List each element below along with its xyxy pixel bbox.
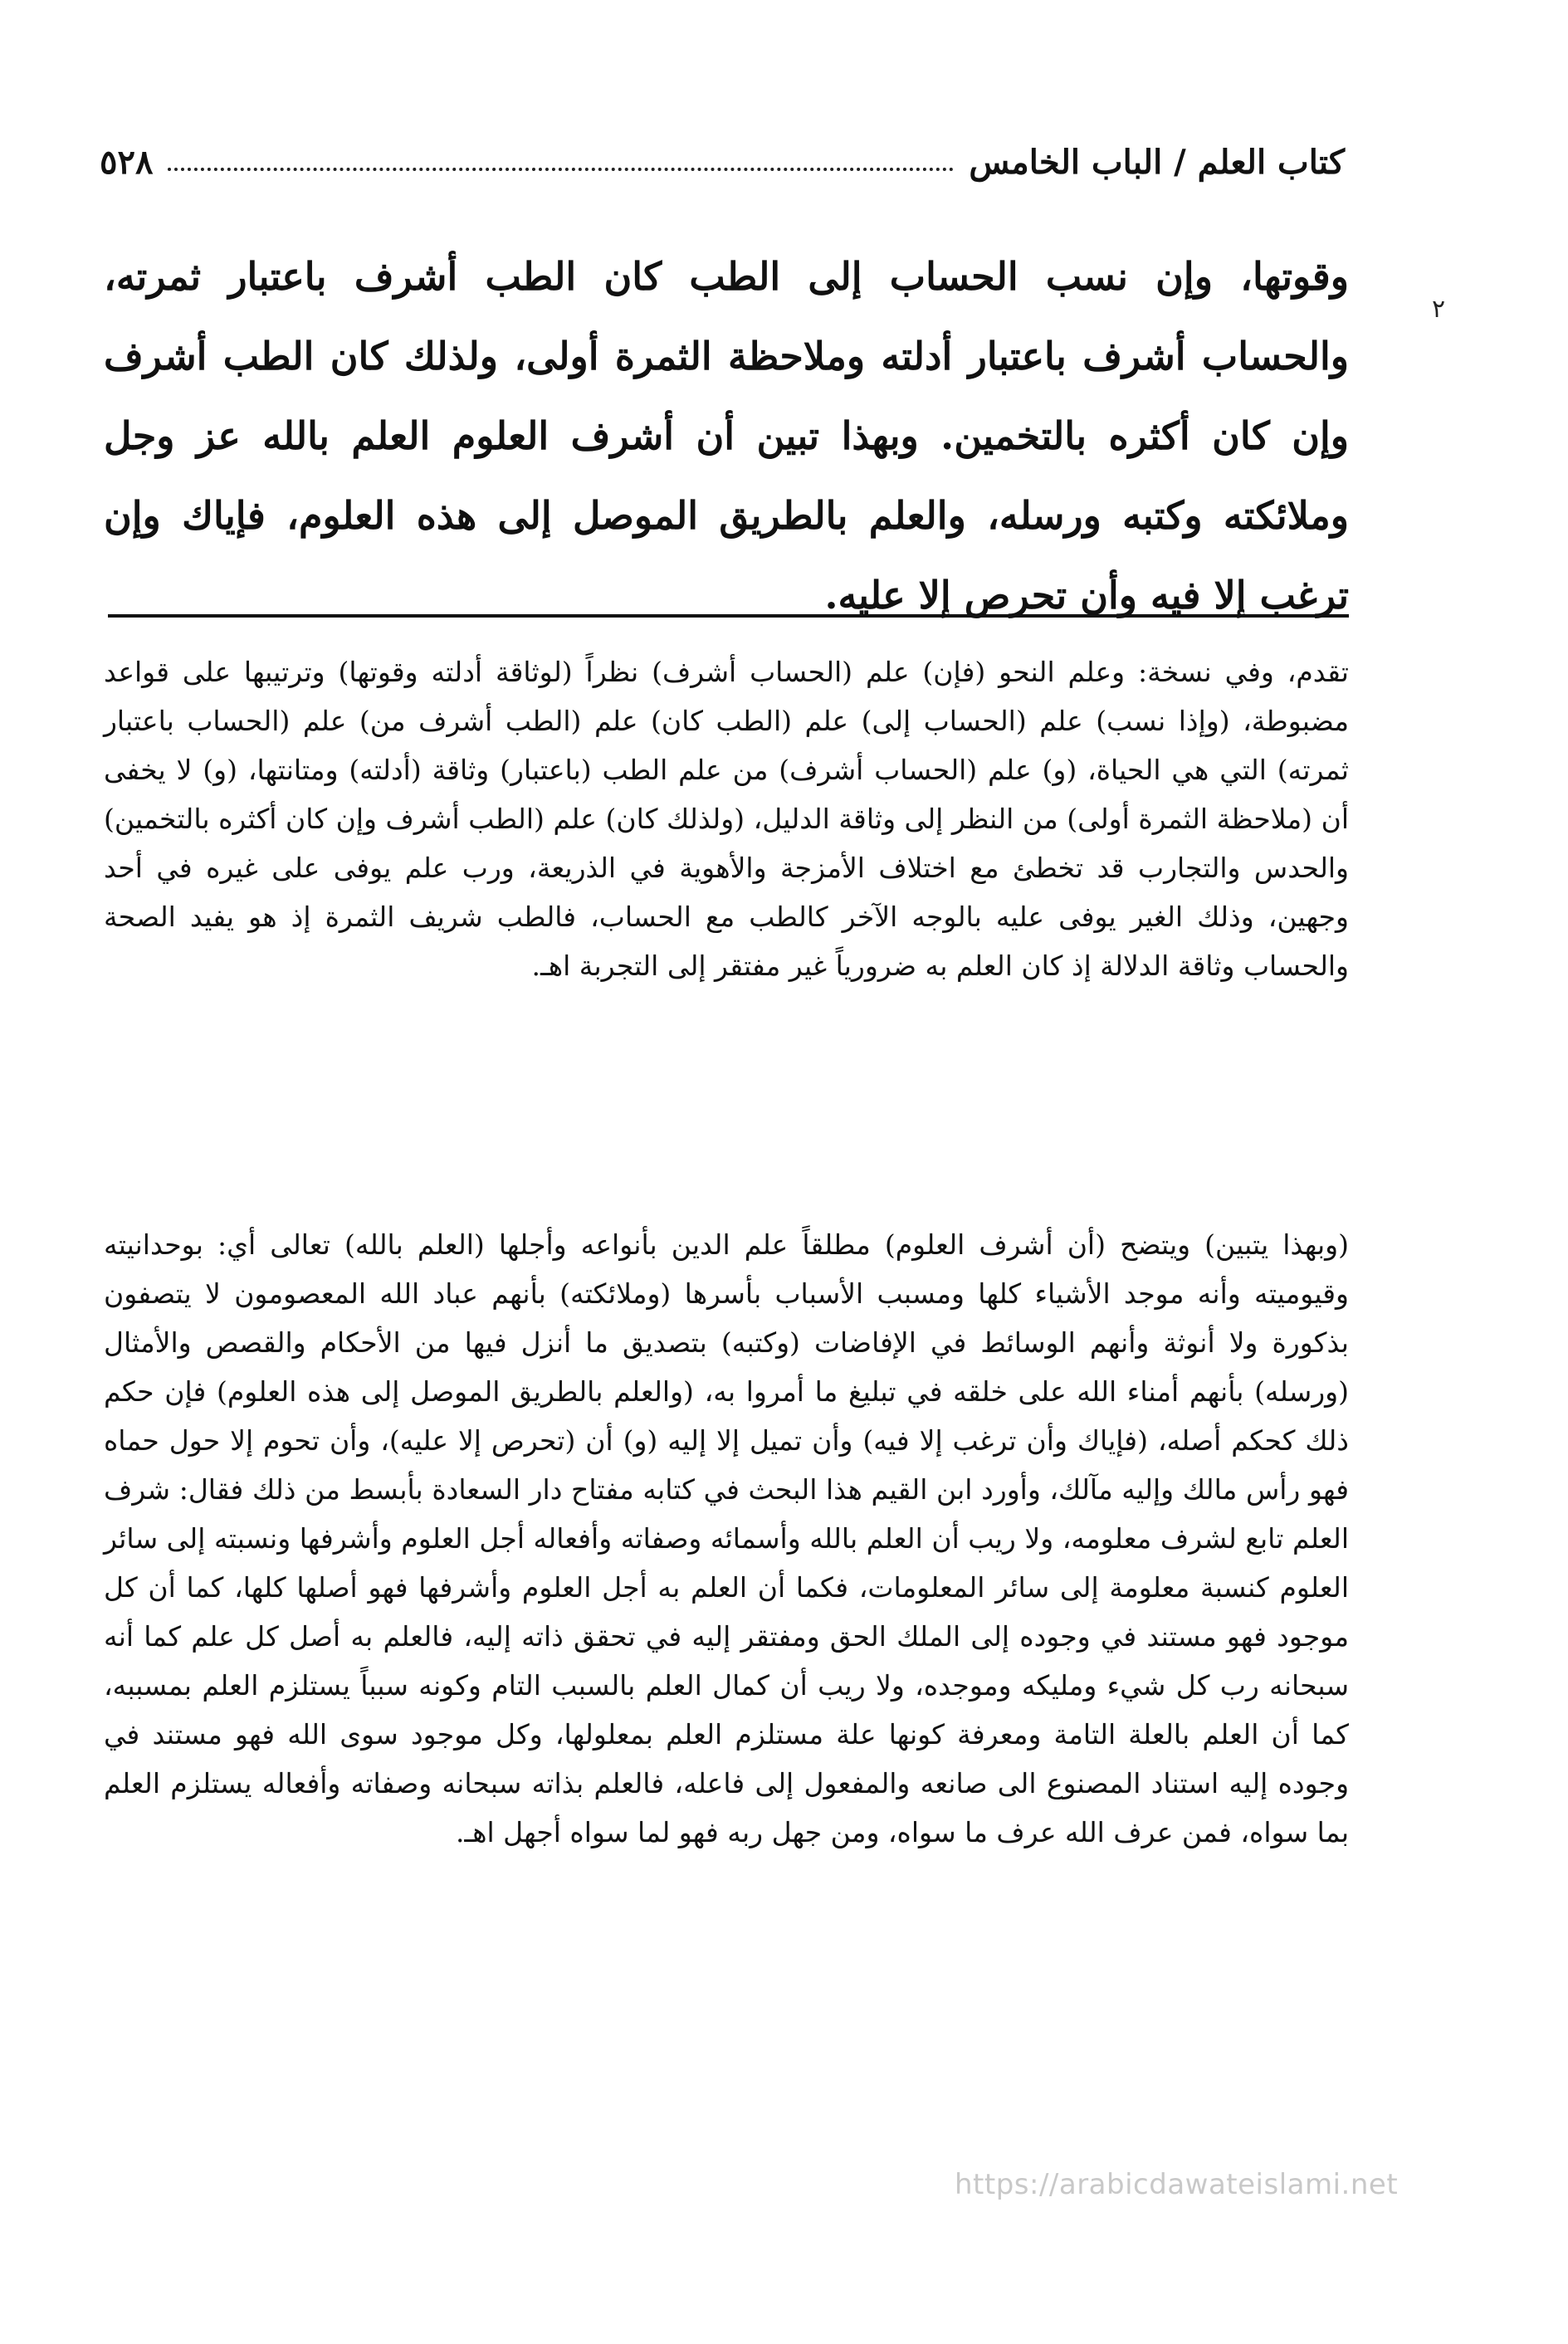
separator-line	[108, 614, 1349, 618]
main-text: وقوتها، وإن نسب الحساب إلى الطب كان الطب أشرف باعتبار ثمرته، والحساب أشرف باعتبار أدلته وملاحظة الثمرة أولى، ولذلك كان الطب أشرف وإن كان أكثره بالتخمين. وبهذا تبين أن أشرف العلوم العلم بالله عز وجل وملائكته وكتبه ورسله، والعلم بالطريق الموصل إلى هذه العلوم، فإياك وإن ترغب إلا فيه وأن تحرص إلا عليه.	[104, 254, 1349, 618]
page-number: ٥٢٨	[100, 142, 154, 182]
watermark-url: https://arabicdawateislami.net	[955, 2168, 1399, 2201]
leader-dots	[168, 153, 954, 171]
commentary-paragraph-2: (وبهذا يتبين) ويتضح (أن أشرف العلوم) مطلقاً علم الدين بأنواعه وأجلها (العلم بالله) تعالى أي: بوحدانيته وقيوميته وأنه موجد الأشياء كلها ومسبب الأسباب بأسرها (وملائكته) بأنهم عباد الله المعصومون لا يتصفون بذكورة ولا أنوثة وأنهم الوسائط في الإفاضات (وكتبه) بتصديق ما أنزل فيها من الأحكام والقصص والأمثال (ورسله) بأنهم أمناء الله على خلقه في تبليغ ما أمروا به، (والعلم بالطريق الموصل إلى هذه العلوم) فإن حكم ذلك كحكم أصله، (فإياك وأن ترغب إلا فيه) وأن تميل إلا إليه (و) أن (تحرص إلا عليه)، وأن تحوم إلا حول حماه فهو رأس مالك وإليه مآلك، وأورد ابن القيم هذا البحث في كتابه مفتاح دار السعادة بأبسط من ذلك فقال: شرف العلم تابع لشرف معلومه، ولا ريب أن العلم بالله وأسمائه وصفاته وأفعاله أجل العلوم وأشرفها ونسبته إلى سائر العلوم كنسبة معلومة إلى سائر المعلومات، فكما أن العلم به أجل العلوم وأشرفها فهو أصلها كلها، كما أن كل موجود فهو مستند في وجوده إلى الملك الحق ومفتقر إليه في تحقق ذاته إليه، فالعلم به أصل كل علم كما أنه سبحانه رب كل شيء ومليكه وموجده، ولا ريب أن كمال العلم بالسبب التام وكونه سبباً يستلزم العلم بمسببه، كما أن العلم بالعلة التامة ومعرفة كونها علة مستلزم العلم بمعلولها، وكل موجود سوى الله فهو مستند في وجوده إليه استناد المصنوع الى صانعه والمفعول إلى فاعله، فالعلم بذاته سبحانه وصفاته وأفعاله يستلزم العلم بما سواه، فمن عرف الله عرف ما سواه، ومن جهل ربه فهو لما سواه أجهل اهـ.	[104, 1228, 1349, 1848]
chapter-title: كتاب العلم / الباب الخامس	[969, 142, 1345, 182]
commentary-paragraph-1: تقدم، وفي نسخة: وعلم النحو (فإن) علم (الحساب أشرف) نظراً (لوثاقة أدلته وقوتها) وترتيبها على قواعد مضبوطة، (وإذا نسب) علم (الحساب إلى) علم (الطب كان) علم (الطب أشرف من) علم (الحساب باعتبار ثمرته) التي هي الحياة، (و) علم (الحساب أشرف) من علم الطب (باعتبار) وثاقة (أدلته) ومتانتها، (و) لا يخفى أن (ملاحظة الثمرة أولى) من النظر إلى وثاقة الدليل، (ولذلك كان) علم (الطب أشرف وإن كان أكثره بالتخمين) والحدس والتجارب قد تخطئ مع اختلاف الأمزجة والأهوية في الذريعة، ورب علم يوفى على غيره في أحد وجهين، وذلك الغير يوفى عليه بالوجه الآخر كالطب مع الحساب، فالطب شريف الثمرة إذ هو يفيد الصحة والحساب وثاقة الدلالة إذ كان العلم به ضرورياً غير مفتقر إلى التجربة اهـ.	[104, 656, 1349, 982]
running-header	[100, 133, 1345, 191]
margin-note-number: ٢	[1432, 295, 1446, 324]
